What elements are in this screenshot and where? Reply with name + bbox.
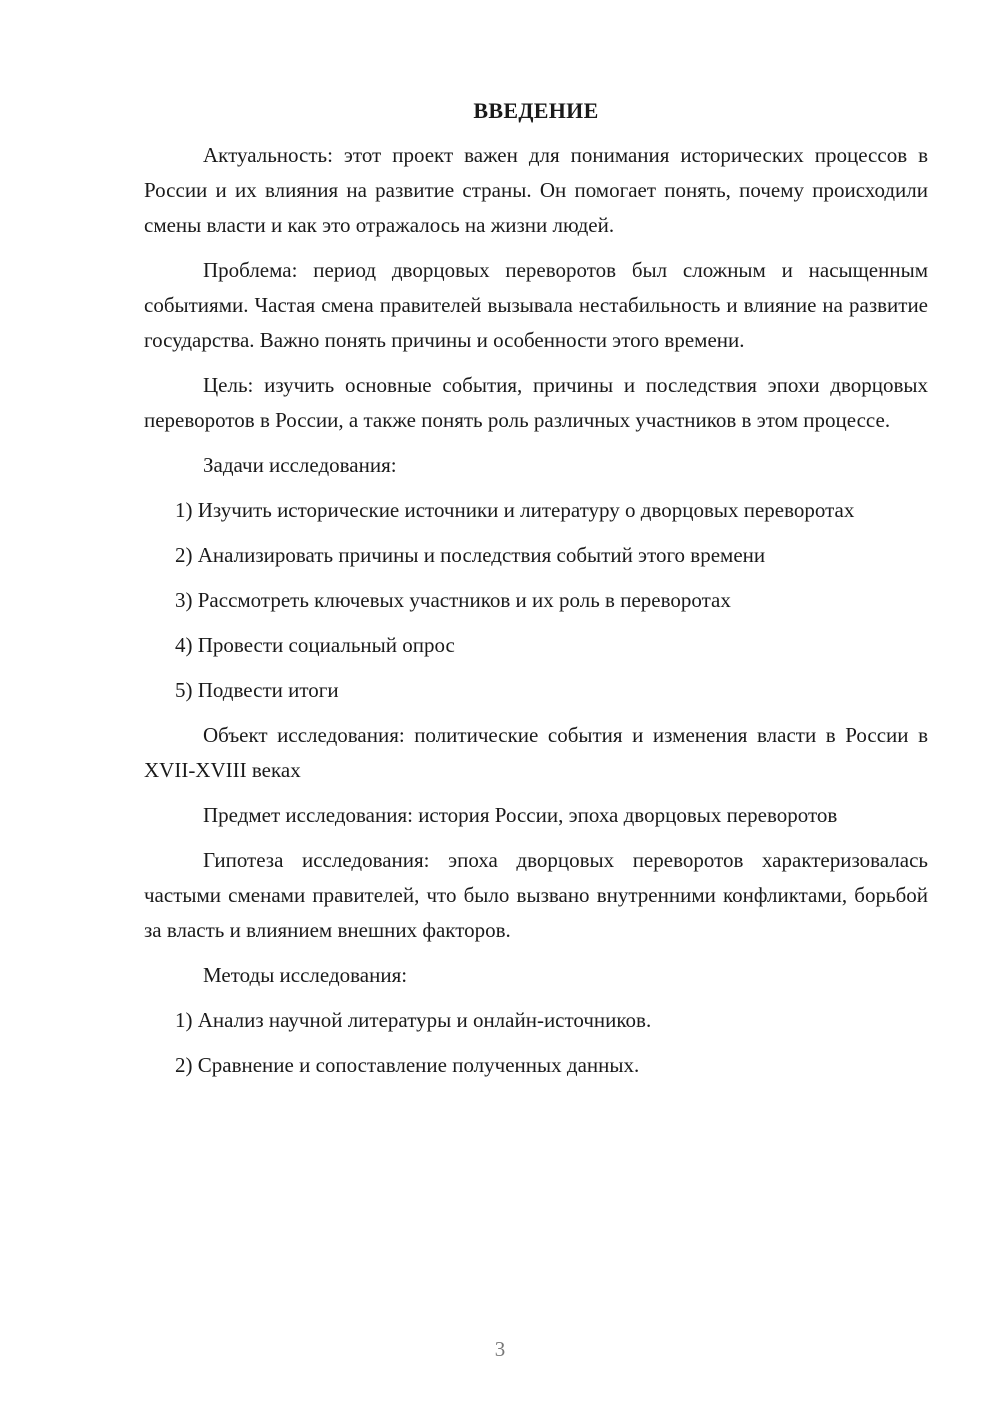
subject-paragraph: Предмет исследования: история России, эпоха дворцовых переворотов [203,803,838,827]
task-item-5: 5) Подвести итоги [175,678,339,702]
tasks-label: Задачи исследования: [203,453,397,477]
methods-label: Методы исследования: [203,963,408,987]
task-item-1: 1) Изучить исторические источники и литературу о дворцовых переворотах [175,498,855,522]
problem-paragraph: Проблема: период дворцовых переворотов был сложным и насыщенным событиями. Частая смена правителей вызывала нестабильность и влияние на развитие государства. Важно понять причины и особенности этого времени. [144,258,928,352]
task-item-4: 4) Провести социальный опрос [175,633,455,657]
method-item-1: 1) Анализ научной литературы и онлайн-источников. [175,1008,652,1032]
task-item-3: 3) Рассмотреть ключевых участников и их роль в переворотах [175,588,731,612]
object-paragraph: Объект исследования: политические события и изменения власти в России в XVII-XVIII веках [144,723,928,782]
goal-paragraph: Цель: изучить основные события, причины и последствия эпохи дворцовых переворотов в России, а также понять роль различных участников в этом процессе. [144,373,928,432]
page-number: 3 [494,1337,506,1361]
method-item-2: 2) Сравнение и сопоставление полученных данных. [175,1053,640,1077]
document-page [144,96,928,1093]
hypothesis-paragraph: Гипотеза исследования: эпоха дворцовых переворотов характеризовалась частыми сменами правителей, что было вызвано внутренними конфликтами, борьбой за власть и влиянием внешних факторов. [144,848,928,942]
task-item-2: 2) Анализировать причины и последствия событий этого времени [175,543,766,567]
relevance-paragraph: Актуальность: этот проект важен для понимания исторических процессов в России и их влияния на развитие страны. Он помогает понять, почему происходили смены власти и как это отражалось на жизни людей. [144,143,928,237]
section-heading: ВВЕДЕНИЕ [473,98,599,123]
